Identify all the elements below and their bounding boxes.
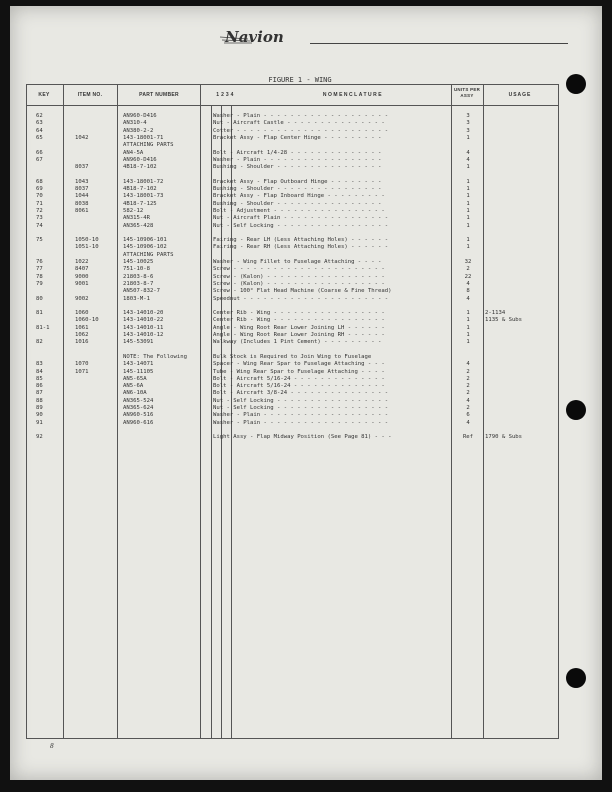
table-row	[27, 274, 558, 281]
table-header	[27, 85, 558, 106]
binder-hole-icon	[566, 668, 586, 688]
nomenclature-cell: Walkway (Includes 1 Pint Cement) - - - - - - - - -	[213, 339, 382, 346]
part-number-cell: 582-12	[123, 207, 144, 214]
nomenclature-cell: Bolt - Adjustment - - - - - - - - - - - - - - - - -	[213, 207, 385, 214]
nomenclature-cell: Bracket Assy - Flap Inboard Hinge - - - - - - - - -	[213, 193, 385, 200]
units-cell: 1	[466, 244, 470, 251]
item-no-cell: 8407	[75, 266, 89, 273]
table-row	[27, 325, 558, 332]
nomenclature-cell: Washer - Plain - - - - - - - - - - - - - - - - - - -	[213, 412, 389, 419]
key-cell: 64	[36, 127, 43, 134]
nomenclature-cell: Bolt - Aircraft 5/16-24 - - - - - - - - - - - - - -	[213, 375, 385, 382]
units-cell: 1	[466, 237, 470, 244]
key-cell: 76	[36, 259, 43, 265]
part-number-cell: 143-18001-72	[123, 178, 164, 185]
units-cell: 1	[466, 332, 470, 338]
usage-cell: 2-1134	[485, 310, 506, 317]
nomenclature-cell: Nut - Self Locking - - - - - - - - - - - - - - - - -	[213, 222, 389, 229]
part-number-cell: AN960-616	[123, 419, 154, 426]
units-cell: 2	[466, 368, 470, 375]
table-row	[27, 420, 558, 427]
key-cell: 68	[36, 178, 43, 185]
table-row	[27, 237, 558, 244]
units-cell: 3	[466, 127, 470, 134]
units-cell: 4	[466, 295, 470, 302]
table-row	[27, 354, 558, 361]
units-cell: 4	[466, 280, 470, 287]
part-number-cell: 21803-8-6	[123, 273, 154, 280]
item-no-cell: 1044	[75, 193, 89, 200]
nomenclature-cell: Cotter - - - - - - - - - - - - - - - - - - - - - - -	[213, 127, 389, 134]
key-cell: 77	[36, 266, 43, 273]
part-number-cell: AN507-832-7	[123, 288, 161, 295]
units-cell: 2	[466, 383, 470, 390]
nomenclature-cell: Nut - Aircraft Plain - - - - - - - - - - - - - - - -	[213, 215, 389, 222]
units-cell: 1	[466, 134, 470, 141]
table-row	[27, 390, 558, 397]
item-no-cell: 1071	[75, 368, 89, 375]
nomenclature-cell: Washer - Plain - - - - - - - - - - - - - - - - - - -	[213, 419, 389, 426]
part-number-cell: ATTACHING PARTS	[123, 251, 174, 258]
part-number-cell: 145-11105	[123, 368, 154, 375]
part-number-cell: 145-10906-102	[123, 244, 167, 251]
part-number-cell: 143-18001-73	[123, 193, 164, 200]
nomenclature-cell: Fairing - Rear RH (Less Attaching Holes) - - - - - -	[213, 244, 389, 251]
units-cell: 22	[464, 273, 472, 280]
part-number-cell: 143-14071	[123, 361, 154, 368]
nomenclature-cell: Angle - Wing Root Rear Lower Joining LH - - - - - -	[213, 324, 385, 331]
table-row	[27, 193, 558, 200]
key-cell: 70	[36, 193, 43, 200]
part-number-cell: NOTE: The Following	[123, 353, 187, 360]
manual-page	[10, 6, 602, 780]
item-no-cell: 1016	[75, 339, 89, 346]
nomenclature-cell: Center Rib - Wing - - - - - - - - - - - - - - - - -	[213, 317, 385, 324]
key-cell: 81-1	[36, 324, 50, 331]
item-no-cell: 8037	[75, 164, 89, 171]
table-row	[27, 259, 558, 266]
units-cell: 1	[466, 310, 470, 317]
part-number-cell: 21803-8-7	[123, 280, 154, 287]
table-row	[27, 405, 558, 412]
binder-hole-icon	[566, 400, 586, 420]
units-cell: 4	[466, 397, 470, 404]
nomenclature-cell: Bolt - Aircraft 1/4-28 - - - - - - - - - - - - - -	[213, 149, 382, 156]
item-no-cell: 8038	[75, 200, 89, 207]
part-number-cell: AN4-5A	[123, 149, 144, 156]
part-number-cell: AN315-4R	[123, 215, 150, 222]
key-cell: 85	[36, 375, 43, 382]
usage-cell: 1790 & Subs	[485, 434, 523, 441]
item-no-cell: 1060-10	[75, 317, 99, 324]
table-row	[27, 296, 558, 303]
key-cell: 66	[36, 149, 43, 156]
part-number-cell: 143-14010-20	[123, 310, 164, 317]
units-cell: 2	[466, 375, 470, 382]
table-row	[27, 157, 558, 164]
header-part-number: PART NUMBER	[139, 92, 179, 98]
table-row	[27, 179, 558, 186]
item-no-cell: 8037	[75, 186, 89, 192]
key-cell: 62	[36, 113, 43, 119]
units-cell: 1	[466, 207, 470, 214]
figure-title: FIGURE 1 - WING	[268, 76, 332, 84]
units-cell: 1	[466, 339, 470, 346]
nomenclature-cell: Nut - Aircraft Castle - - - - - - - - - - - - - - -	[213, 120, 385, 127]
header-item-no: ITEM NO.	[77, 92, 103, 98]
table-row	[27, 281, 558, 288]
table-row	[27, 208, 558, 215]
binder-hole-icon	[566, 74, 586, 94]
item-no-cell: 1042	[75, 134, 89, 141]
part-number-cell: 143-18001-71	[123, 134, 164, 141]
table-row	[27, 223, 558, 230]
part-number-cell: AN960-D416	[123, 156, 157, 163]
item-no-cell: 1061	[75, 324, 89, 331]
table-row	[27, 120, 558, 127]
nomenclature-cell: Nut - Self Locking - - - - - - - - - - - - - - - - -	[213, 405, 389, 411]
units-cell: 4	[466, 156, 470, 163]
key-cell: 80	[36, 295, 43, 302]
table-row	[27, 128, 558, 135]
units-cell: 1	[466, 200, 470, 207]
nomenclature-cell: Bushing - Shoulder - - - - - - - - - - - - - - - -	[213, 200, 382, 207]
table-row	[27, 369, 558, 376]
table-row	[27, 186, 558, 193]
item-no-cell: 1051-10	[75, 244, 99, 251]
units-cell: 3	[466, 120, 470, 127]
usage-cell: 1135 & Subs	[485, 317, 523, 324]
part-number-cell: AN960-D416	[123, 113, 157, 119]
nomenclature-cell: Bulk Stock is Required to Join Wing to Fuselage	[213, 353, 372, 360]
part-number-cell: AN5-6A	[123, 383, 144, 390]
nomenclature-cell: Fairing - Rear LH (Less Attaching Holes) - - - - - -	[213, 237, 389, 244]
part-number-cell: 4B18-7-102	[123, 164, 157, 171]
table-row	[27, 317, 558, 324]
nomenclature-cell: Washer - Plain - - - - - - - - - - - - - - - - - - -	[213, 113, 389, 119]
nomenclature-cell: Screw - 100° Flat Head Machine (Coarse & Fine Thread)	[213, 288, 392, 295]
header-indent: 1 2 3 4	[216, 92, 234, 98]
units-cell: 6	[466, 412, 470, 419]
part-number-cell: 751-10-8	[123, 266, 150, 273]
table-row	[27, 164, 558, 171]
item-no-cell: 1022	[75, 259, 89, 265]
part-number-cell: 143-14010-11	[123, 324, 164, 331]
nomenclature-cell: Bushing - Shoulder - - - - - - - - - - - - - - - -	[213, 164, 382, 171]
units-cell: 1	[466, 222, 470, 229]
units-cell: 2	[466, 405, 470, 411]
item-no-cell: 1050-10	[75, 237, 99, 244]
part-number-cell: AN6-10A	[123, 390, 147, 397]
units-cell: 3	[466, 113, 470, 119]
key-cell: 74	[36, 222, 43, 229]
key-cell: 88	[36, 397, 43, 404]
item-no-cell: 1043	[75, 178, 89, 185]
part-number-cell: 4B18-7-102	[123, 186, 157, 192]
navion-logo: Navion	[225, 28, 284, 46]
table-row	[27, 201, 558, 208]
nomenclature-cell: Bushing - Shoulder - - - - - - - - - - - - - - - -	[213, 186, 382, 192]
key-cell: 90	[36, 412, 43, 419]
key-cell: 63	[36, 120, 43, 127]
table-row	[27, 383, 558, 390]
key-cell: 81	[36, 310, 43, 317]
key-cell: 72	[36, 207, 43, 214]
key-cell: 82	[36, 339, 43, 346]
nomenclature-cell: Speednut - - - - - - - - - - - - - - - - - - - - - -	[213, 295, 389, 302]
table-row	[27, 398, 558, 405]
key-cell: 89	[36, 405, 43, 411]
part-number-cell: AN365-624	[123, 405, 154, 411]
item-no-cell: 9002	[75, 295, 89, 302]
nomenclature-cell: Screw - (Kalon) - - - - - - - - - - - - - - - - - -	[213, 273, 385, 280]
units-cell: 1	[466, 186, 470, 192]
part-number-cell: 145-10025	[123, 259, 154, 265]
nomenclature-cell: Center Rib - Wing - - - - - - - - - - - - - - - - -	[213, 310, 385, 317]
item-no-cell: 9001	[75, 280, 89, 287]
table-row	[27, 266, 558, 273]
part-number-cell: 145-53091	[123, 339, 154, 346]
table-row	[27, 310, 558, 317]
nomenclature-cell: Tube - Wing Rear Spar to Fuselage Attaching - - - -	[213, 368, 385, 375]
units-cell: 4	[466, 149, 470, 156]
parts-table	[26, 84, 559, 739]
units-cell: 1	[466, 215, 470, 222]
key-cell: 84	[36, 368, 43, 375]
units-cell: 1	[466, 324, 470, 331]
key-cell: 75	[36, 237, 43, 244]
key-cell: 67	[36, 156, 43, 163]
table-row	[27, 332, 558, 339]
key-cell: 86	[36, 383, 43, 390]
units-cell: 1	[466, 178, 470, 185]
part-number-cell: ATTACHING PARTS	[123, 142, 174, 149]
table-row	[27, 376, 558, 383]
key-cell: 87	[36, 390, 43, 397]
nomenclature-cell: Bolt - Aircraft 5/16-24 - - - - - - - - - - - - - -	[213, 383, 385, 390]
header-key: KEY	[38, 92, 50, 98]
table-row	[27, 113, 558, 120]
units-cell: 8	[466, 288, 470, 295]
table-row	[27, 288, 558, 295]
key-cell: 92	[36, 434, 43, 441]
nomenclature-cell: Spacer - Wing Rear Spar to Fuselage Attaching - - -	[213, 361, 385, 368]
part-number-cell: AN310-4	[123, 120, 147, 127]
key-cell: 73	[36, 215, 43, 222]
key-cell: 71	[36, 200, 43, 207]
units-cell: Ref	[462, 434, 474, 441]
nomenclature-cell: Washer - Wing Fillet to Fuselage Attaching - - - -	[213, 259, 382, 265]
part-number-cell: 143-14010-22	[123, 317, 164, 324]
nomenclature-cell: Screw - (Kalon) - - - - - - - - - - - - - - - - - -	[213, 280, 385, 287]
item-no-cell: 9000	[75, 273, 89, 280]
header-usage: USAGE	[508, 92, 532, 98]
header-nomenclature: NOMENCLATURE	[322, 92, 384, 98]
key-cell: 69	[36, 186, 43, 192]
nomenclature-cell: Angle - Wing Root Rear Lower Joining RH - - - - - -	[213, 332, 385, 338]
page-number: 8	[50, 743, 54, 750]
part-number-cell: 4B18-7-125	[123, 200, 157, 207]
nomenclature-cell: Light Assy - Flap Midway Position (See Page 81) - - -	[213, 434, 392, 441]
units-cell: 4	[466, 361, 470, 368]
part-number-cell: AN380-2-2	[123, 127, 154, 134]
item-no-cell: 1070	[75, 361, 89, 368]
table-row	[27, 135, 558, 142]
table-row	[27, 339, 558, 346]
nomenclature-cell: Bracket Assy - Flap Center Hinge - - - - - - - - -	[213, 134, 382, 141]
table-row	[27, 412, 558, 419]
units-cell: 1	[466, 164, 470, 171]
part-number-cell: AN365-524	[123, 397, 154, 404]
part-number-cell: AN960-516	[123, 412, 154, 419]
table-row	[27, 244, 558, 251]
units-cell: 1	[466, 193, 470, 200]
units-cell: 2	[466, 266, 470, 273]
part-number-cell: 143-14010-12	[123, 332, 164, 338]
table-row	[27, 215, 558, 222]
nomenclature-cell: Washer - Plain - - - - - - - - - - - - - - - - - -	[213, 156, 382, 163]
table-row	[27, 252, 558, 259]
part-number-cell: AN5-65A	[123, 375, 147, 382]
nomenclature-cell: Nut - Self Locking - - - - - - - - - - - - - - - - -	[213, 397, 389, 404]
units-cell: 4	[466, 419, 470, 426]
table-row	[27, 361, 558, 368]
nomenclature-cell: Bolt - Aircraft 3/8-24 - - - - - - - - - - - - - - -	[213, 390, 389, 397]
header-units-per-assy: UNITS PER ASSY	[453, 87, 481, 98]
key-cell: 83	[36, 361, 43, 368]
nomenclature-cell: Screw - - - - - - - - - - - - - - - - - - - - - - -	[213, 266, 385, 273]
table-row	[27, 142, 558, 149]
key-cell: 65	[36, 134, 43, 141]
item-no-cell: 1060	[75, 310, 89, 317]
table-row	[27, 150, 558, 157]
units-cell: 1	[466, 317, 470, 324]
key-cell: 79	[36, 280, 43, 287]
key-cell: 78	[36, 273, 43, 280]
item-no-cell: 1062	[75, 332, 89, 338]
part-number-cell: 1803-M-1	[123, 295, 150, 302]
nomenclature-cell: Bracket Assy - Flap Outboard Hinge - - - - - - - -	[213, 178, 382, 185]
table-row	[27, 434, 558, 441]
part-number-cell: AN365-428	[123, 222, 154, 229]
key-cell: 91	[36, 419, 43, 426]
item-no-cell: 8061	[75, 207, 89, 214]
part-number-cell: 145-10906-101	[123, 237, 167, 244]
units-cell: 32	[464, 259, 472, 265]
header-rule	[310, 43, 568, 44]
units-cell: 2	[466, 390, 470, 397]
